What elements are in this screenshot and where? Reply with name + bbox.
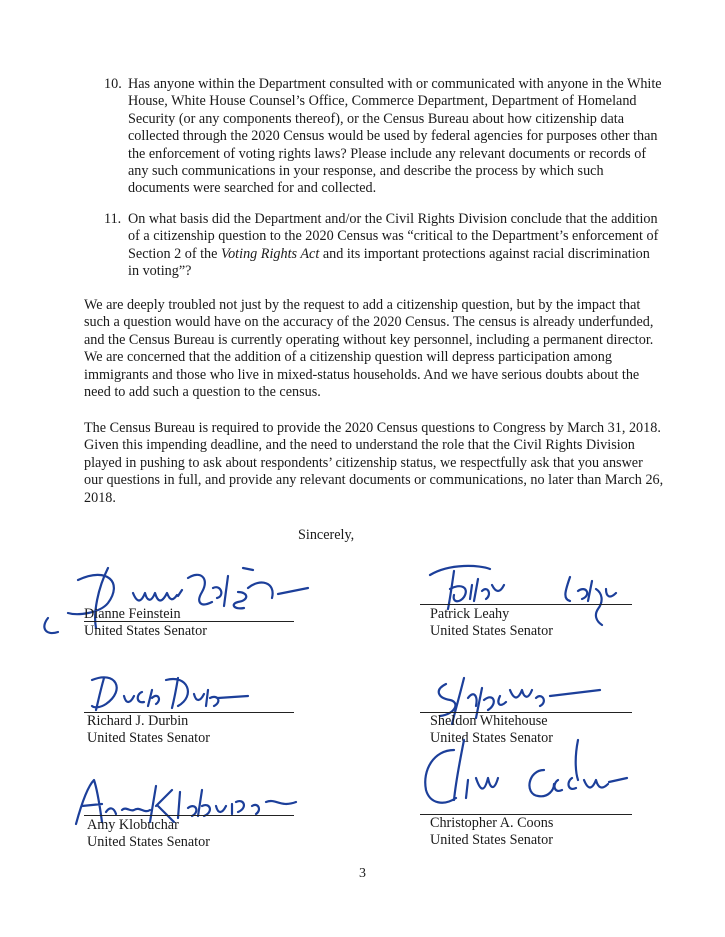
signature-durbin: [86, 668, 266, 718]
signer-name: Amy Klobuchar: [87, 817, 179, 833]
question-text-start: On what basis did the Department and/or the Civil Rights Division conclude that the addition of a citizenship question to the 2020 Census was “critical to the Department’s enforcement of Section 2 of the: [128, 211, 659, 262]
question-number: 10.: [104, 76, 122, 92]
signer-block-leahy: [430, 606, 640, 641]
question-10: [104, 76, 664, 198]
question-11: [104, 211, 664, 281]
signer-title: United States Senator: [430, 730, 553, 747]
page-number: 3: [359, 866, 366, 881]
signer-block-coons: [430, 815, 640, 850]
closing-salutation: Sincerely,: [298, 527, 355, 543]
signer-block-feinstein: [84, 606, 294, 641]
body-paragraph-concerns: We are deeply troubled not just by the request to add a citizenship question, but by the impact that such a question would have on the accuracy of the 2020 Census. The census is already underfunded, and the Census Bureau is currently operating without key personnel, including a permanent director. We are concerned that the addition of a citizenship question will depress participation among immigrants and those who live in mixed-status households. And we have serious doubts about the need to add such a question to the census.: [84, 297, 654, 401]
signer-title: United States Senator: [430, 623, 553, 640]
question-text: Has anyone within the Department consulted with or communicated with anyone in the White House, White House Counsel’s Office, Commerce Department, Department of Homeland Security (or any components thereof), or the Census Bureau about how citizenship data collected through the 2020 Census would be used by federal agencies for purposes other than the enforcement of voting rights laws? Please include any relevant documents or records of any such communications in your response, and describe the process by which such documents were searched for and collected.: [128, 76, 662, 197]
signer-title: United States Senator: [430, 832, 553, 849]
question-text: [128, 211, 664, 281]
body-paragraph-request: The Census Bureau is required to provide the 2020 Census questions to Congress by March 31, 2018. Given this impending deadline, and the need to understand the role that the Civil Rights Division played in pushing to ask about respondents’ citizenship status, we respectfully ask that you answer our questions in full, and provide any relevant documents or communications, no later than March 26, 2018.: [84, 420, 664, 506]
signer-name: Richard J. Durbin: [87, 713, 189, 729]
signer-block-durbin: [87, 713, 297, 748]
question-number: 11.: [104, 211, 122, 227]
signer-block-klobuchar: [87, 817, 297, 852]
signature-line: [420, 604, 632, 605]
signature-coons: [404, 730, 644, 815]
signer-name: Christopher A. Coons: [430, 815, 554, 831]
signer-name: Dianne Feinstein: [84, 606, 181, 622]
signer-title: United States Senator: [87, 834, 210, 851]
signer-name: Sheldon Whitehouse: [430, 713, 548, 729]
signer-name: Patrick Leahy: [430, 606, 510, 622]
signer-title: United States Senator: [87, 730, 210, 747]
signer-title: United States Senator: [84, 623, 207, 640]
act-title: Voting Rights Act: [221, 245, 320, 262]
signature-line: [84, 815, 294, 816]
question-text-end: and its important protections against racial discrimination in voting”?: [128, 245, 650, 280]
